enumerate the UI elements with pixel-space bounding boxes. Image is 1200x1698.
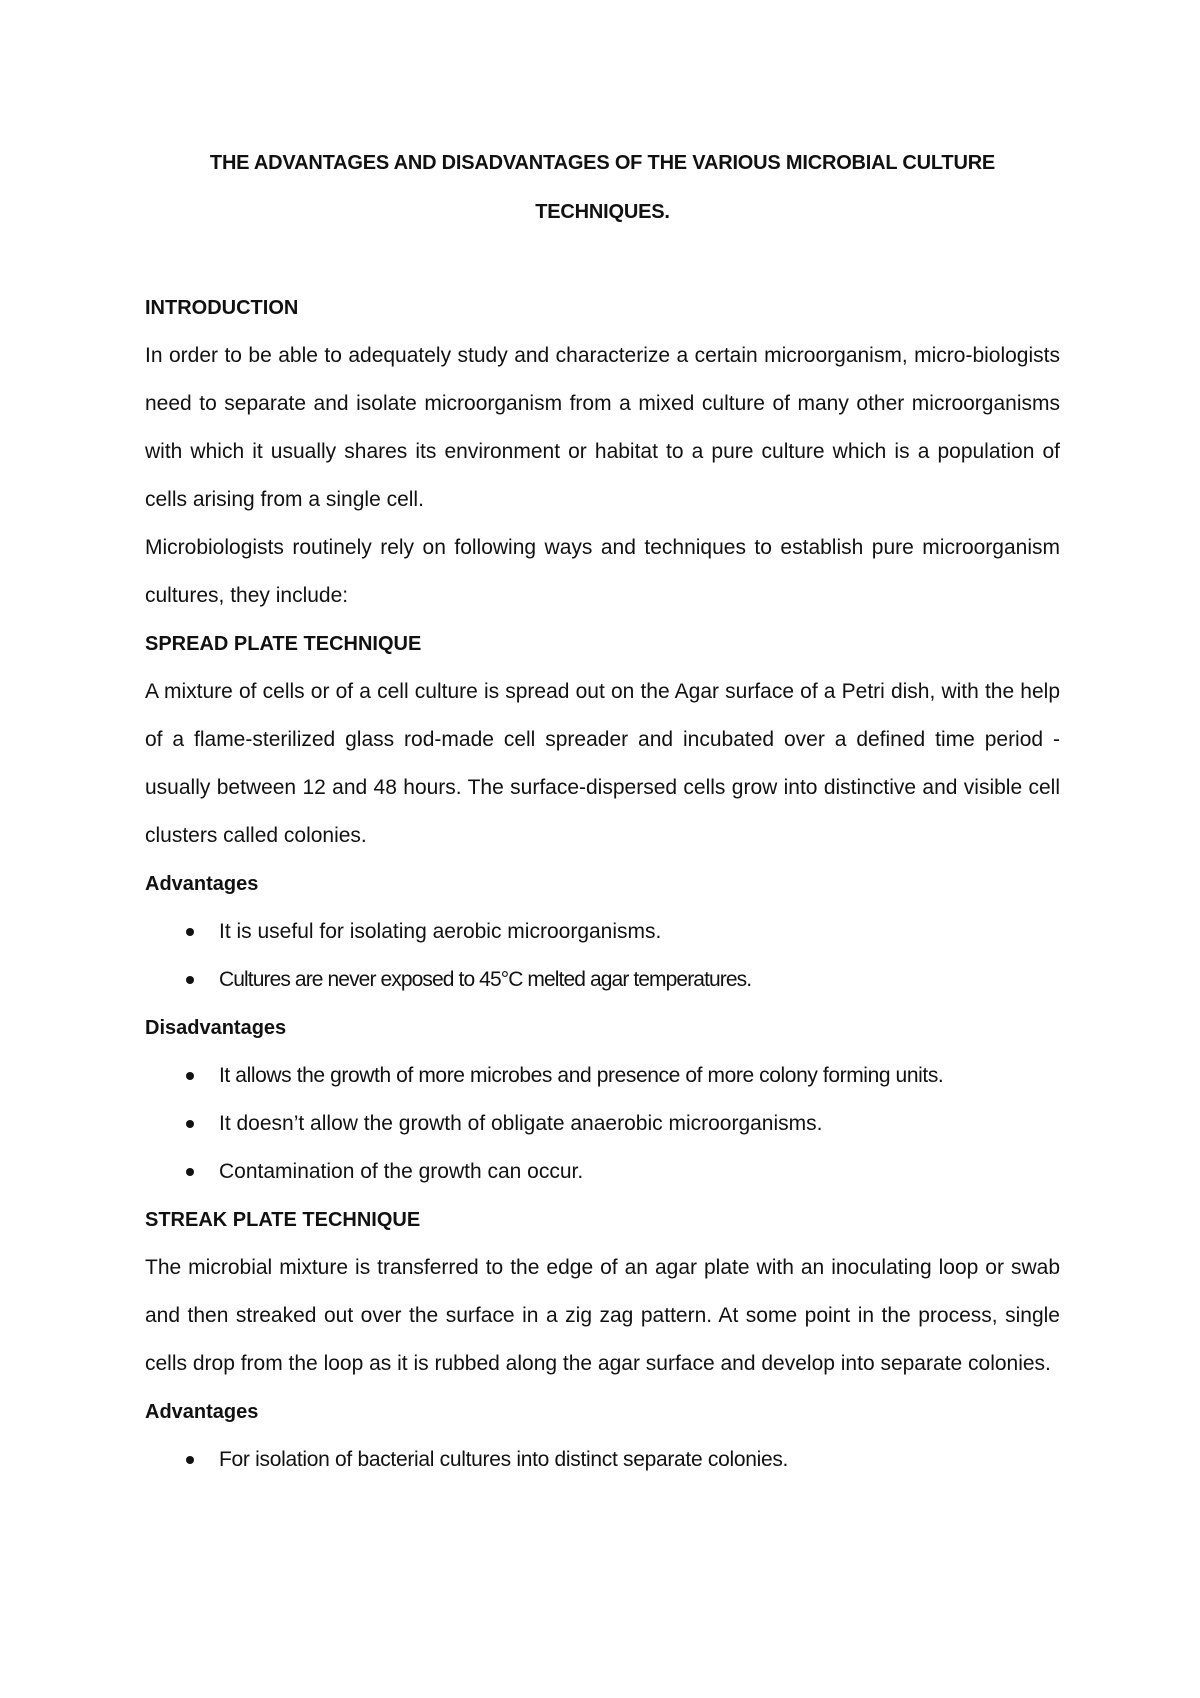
bullet-text: Contamination of the growth can occur. xyxy=(219,1160,584,1183)
bullet-icon xyxy=(186,928,194,936)
spread-plate-heading: SPREAD PLATE TECHNIQUE xyxy=(145,633,422,655)
introduction-section xyxy=(145,284,1060,1484)
bullet-text: It is useful for isolating aerobic microorganisms. xyxy=(219,920,662,943)
list-item xyxy=(145,956,1060,1004)
spread-plate-paragraph: A mixture of cells or of a cell culture is spread out on the Agar surface of a Petri dish, with the help of a flame-sterilized glass rod-made cell spreader and incubated over a defined time period - usually between 12 and 48 hours. The surface-dispersed cells grow into distinctive and visible cell clusters called colonies. xyxy=(145,680,1060,847)
bullet-text: Cultures are never exposed to 45°C melted agar temperatures. xyxy=(219,968,752,991)
bullet-text: It doesn’t allow the growth of obligate anaerobic microorganisms. xyxy=(219,1112,823,1135)
streak-plate-paragraph: The microbial mixture is transferred to the edge of an agar plate with an inoculating loop or swab and then streaked out over the surface in a zig zag pattern. At some point in the process, single cells drop from the loop as it is rubbed along the agar surface and develop into separate colonies. xyxy=(145,1256,1060,1375)
list-item xyxy=(145,1436,1060,1484)
list-item xyxy=(145,1052,1060,1100)
list-item xyxy=(145,1148,1060,1196)
introduction-paragraph-1: In order to be able to adequately study and characterize a certain microorganism, micro-biologists need to separate and isolate microorganism from a mixed culture of many other microorganisms with which it usually shares its environment or habitat to a pure culture which is a population of cells arising from a single cell. xyxy=(145,344,1060,511)
spread-plate-advantages-heading: Advantages xyxy=(145,873,259,895)
streak-plate-heading: STREAK PLATE TECHNIQUE xyxy=(145,1209,421,1231)
list-item xyxy=(145,908,1060,956)
title-line-2: TECHNIQUES. xyxy=(535,201,670,223)
title-line-1: THE ADVANTAGES AND DISADVANTAGES OF THE VARIOUS MICROBIAL CULTURE xyxy=(209,152,996,174)
bullet-icon xyxy=(186,1168,194,1176)
bullet-text: For isolation of bacterial cultures into distinct separate colonies. xyxy=(219,1448,789,1471)
list-item xyxy=(145,1100,1060,1148)
introduction-paragraph-2: Microbiologists routinely rely on following ways and techniques to establish pure microorganism cultures, they include: xyxy=(145,536,1060,607)
spread-plate-disadvantages-heading: Disadvantages xyxy=(145,1017,287,1039)
bullet-icon xyxy=(186,976,194,984)
spread-plate-advantages-list xyxy=(145,908,1060,1004)
introduction-heading: INTRODUCTION xyxy=(145,297,299,319)
streak-plate-advantages-heading: Advantages xyxy=(145,1401,259,1423)
spread-plate-disadvantages-list xyxy=(145,1052,1060,1196)
bullet-text: It allows the growth of more microbes and presence of more colony forming units. xyxy=(219,1064,944,1087)
bullet-icon xyxy=(186,1456,194,1464)
bullet-icon xyxy=(186,1072,194,1080)
streak-plate-advantages-list xyxy=(145,1436,1060,1484)
bullet-icon xyxy=(186,1120,194,1128)
